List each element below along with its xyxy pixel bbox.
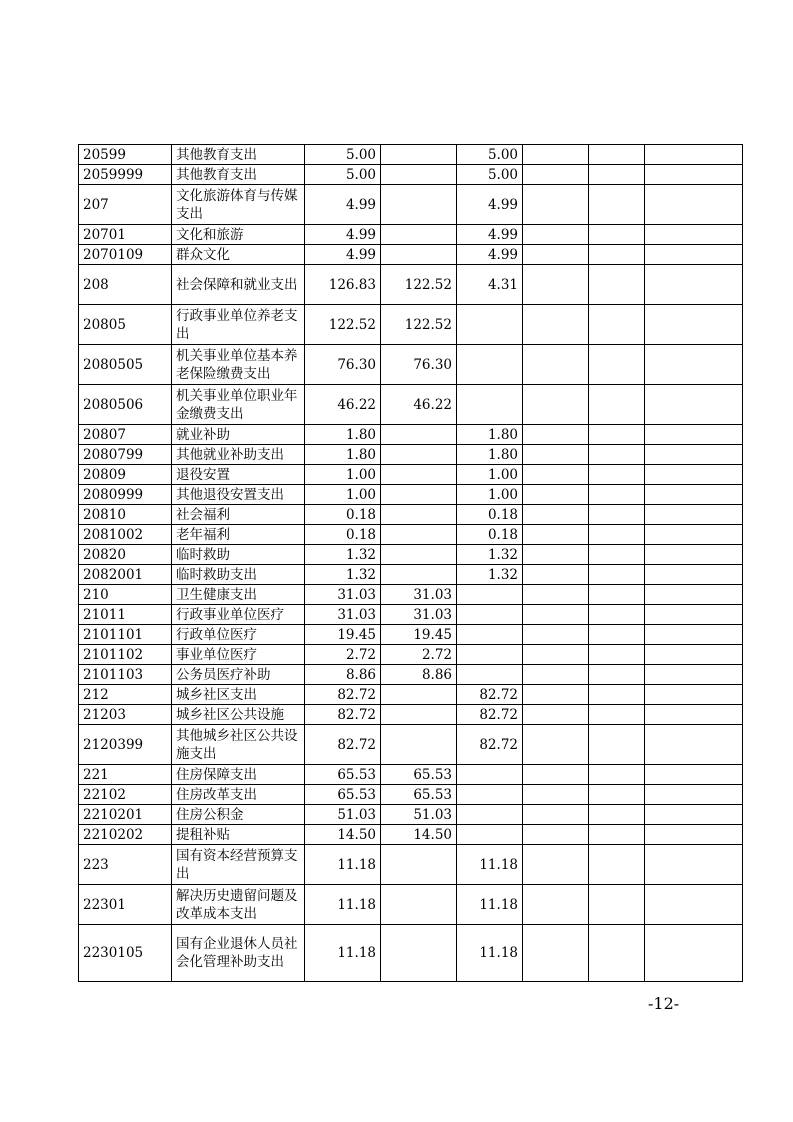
cell-empty	[523, 545, 589, 565]
cell-name: 其他城乡社区公共设施支出	[172, 725, 305, 765]
cell-basic	[381, 425, 457, 445]
cell-code: 210	[79, 585, 172, 605]
cell-empty	[645, 885, 743, 925]
cell-code: 212	[79, 685, 172, 705]
table-row	[79, 825, 743, 845]
cell-code: 2080506	[79, 385, 172, 425]
table-row	[79, 665, 743, 685]
cell-name: 就业补助	[172, 425, 305, 445]
cell-basic	[381, 485, 457, 505]
cell-empty	[523, 465, 589, 485]
cell-project	[457, 305, 523, 345]
cell-empty	[645, 245, 743, 265]
cell-project: 4.99	[457, 245, 523, 265]
cell-basic: 65.53	[381, 765, 457, 785]
cell-empty	[589, 605, 645, 625]
cell-empty	[523, 785, 589, 805]
cell-code: 221	[79, 765, 172, 785]
table-row	[79, 765, 743, 785]
cell-code: 20701	[79, 225, 172, 245]
cell-empty	[523, 445, 589, 465]
cell-empty	[645, 445, 743, 465]
cell-basic	[381, 525, 457, 545]
cell-name: 临时救助支出	[172, 565, 305, 585]
cell-empty	[645, 265, 743, 305]
cell-name: 国有资本经营预算支出	[172, 845, 305, 885]
cell-project: 11.18	[457, 925, 523, 982]
cell-name: 社会保障和就业支出	[172, 265, 305, 305]
cell-name: 其他教育支出	[172, 165, 305, 185]
cell-project: 0.18	[457, 505, 523, 525]
cell-empty	[589, 505, 645, 525]
table-row	[79, 305, 743, 345]
cell-code: 20805	[79, 305, 172, 345]
table-row	[79, 785, 743, 805]
cell-empty	[523, 625, 589, 645]
cell-empty	[523, 585, 589, 605]
cell-project	[457, 785, 523, 805]
cell-project: 4.99	[457, 185, 523, 225]
cell-empty	[589, 765, 645, 785]
cell-code: 2210202	[79, 825, 172, 845]
cell-total: 11.18	[305, 885, 381, 925]
table-row	[79, 265, 743, 305]
cell-project	[457, 665, 523, 685]
cell-empty	[645, 585, 743, 605]
cell-empty	[589, 705, 645, 725]
table-row	[79, 565, 743, 585]
cell-basic	[381, 245, 457, 265]
cell-basic: 76.30	[381, 345, 457, 385]
cell-empty	[589, 785, 645, 805]
cell-empty	[645, 765, 743, 785]
cell-basic	[381, 465, 457, 485]
table-row	[79, 465, 743, 485]
cell-empty	[589, 305, 645, 345]
cell-code: 223	[79, 845, 172, 885]
cell-empty	[589, 645, 645, 665]
cell-project: 4.99	[457, 225, 523, 245]
cell-empty	[523, 565, 589, 585]
cell-code: 207	[79, 185, 172, 225]
cell-project: 11.18	[457, 885, 523, 925]
cell-total: 4.99	[305, 185, 381, 225]
cell-empty	[589, 345, 645, 385]
cell-basic: 19.45	[381, 625, 457, 645]
cell-name: 国有企业退休人员社会化管理补助支出	[172, 925, 305, 982]
cell-total: 65.53	[305, 785, 381, 805]
cell-empty	[589, 885, 645, 925]
cell-total: 31.03	[305, 605, 381, 625]
cell-code: 2082001	[79, 565, 172, 585]
table-row	[79, 425, 743, 445]
cell-basic	[381, 725, 457, 765]
cell-project: 82.72	[457, 725, 523, 765]
cell-empty	[645, 145, 743, 165]
cell-code: 2230105	[79, 925, 172, 982]
cell-empty	[523, 685, 589, 705]
cell-empty	[523, 765, 589, 785]
cell-code: 2059999	[79, 165, 172, 185]
table-row	[79, 345, 743, 385]
cell-total: 4.99	[305, 225, 381, 245]
cell-code: 22102	[79, 785, 172, 805]
cell-total: 76.30	[305, 345, 381, 385]
cell-empty	[645, 825, 743, 845]
cell-total: 1.00	[305, 465, 381, 485]
cell-basic: 14.50	[381, 825, 457, 845]
cell-basic	[381, 225, 457, 245]
cell-project: 1.80	[457, 425, 523, 445]
cell-code: 2210201	[79, 805, 172, 825]
cell-name: 卫生健康支出	[172, 585, 305, 605]
cell-empty	[589, 265, 645, 305]
cell-empty	[523, 485, 589, 505]
cell-basic: 51.03	[381, 805, 457, 825]
cell-empty	[645, 645, 743, 665]
cell-empty	[589, 145, 645, 165]
cell-project: 4.31	[457, 265, 523, 305]
cell-basic: 31.03	[381, 585, 457, 605]
cell-empty	[645, 225, 743, 245]
cell-total: 14.50	[305, 825, 381, 845]
cell-empty	[523, 305, 589, 345]
cell-name: 住房改革支出	[172, 785, 305, 805]
cell-empty	[645, 505, 743, 525]
cell-project: 82.72	[457, 705, 523, 725]
cell-empty	[589, 625, 645, 645]
cell-basic	[381, 545, 457, 565]
cell-basic	[381, 445, 457, 465]
cell-total: 126.83	[305, 265, 381, 305]
cell-basic: 65.53	[381, 785, 457, 805]
table-row	[79, 485, 743, 505]
table-row	[79, 445, 743, 465]
cell-empty	[523, 505, 589, 525]
cell-total: 1.32	[305, 545, 381, 565]
cell-empty	[645, 605, 743, 625]
cell-name: 城乡社区支出	[172, 685, 305, 705]
cell-code: 20599	[79, 145, 172, 165]
table-row	[79, 385, 743, 425]
cell-empty	[589, 225, 645, 245]
table-row	[79, 165, 743, 185]
cell-project: 1.80	[457, 445, 523, 465]
cell-total: 5.00	[305, 165, 381, 185]
cell-project	[457, 625, 523, 645]
cell-basic: 2.72	[381, 645, 457, 665]
cell-code: 2101102	[79, 645, 172, 665]
cell-total: 5.00	[305, 145, 381, 165]
cell-basic: 46.22	[381, 385, 457, 425]
cell-name: 社会福利	[172, 505, 305, 525]
cell-empty	[589, 245, 645, 265]
cell-basic	[381, 185, 457, 225]
cell-basic: 122.52	[381, 265, 457, 305]
cell-total: 1.32	[305, 565, 381, 585]
cell-empty	[523, 525, 589, 545]
cell-empty	[645, 625, 743, 645]
cell-empty	[523, 425, 589, 445]
cell-name: 退役安置	[172, 465, 305, 485]
cell-name: 机关事业单位基本养老保险缴费支出	[172, 345, 305, 385]
table-row	[79, 725, 743, 765]
cell-name: 临时救助	[172, 545, 305, 565]
cell-name: 城乡社区公共设施	[172, 705, 305, 725]
table-row	[79, 685, 743, 705]
cell-empty	[645, 545, 743, 565]
cell-project	[457, 345, 523, 385]
cell-total: 8.86	[305, 665, 381, 685]
cell-code: 2081002	[79, 525, 172, 545]
table-row	[79, 505, 743, 525]
cell-code: 20809	[79, 465, 172, 485]
cell-empty	[589, 485, 645, 505]
cell-name: 公务员医疗补助	[172, 665, 305, 685]
table-row	[79, 525, 743, 545]
cell-total: 1.80	[305, 445, 381, 465]
cell-empty	[645, 305, 743, 345]
cell-total: 82.72	[305, 685, 381, 705]
cell-total: 11.18	[305, 925, 381, 982]
cell-total: 4.99	[305, 245, 381, 265]
cell-code: 2120399	[79, 725, 172, 765]
cell-name: 其他就业补助支出	[172, 445, 305, 465]
cell-empty	[645, 685, 743, 705]
cell-code: 20810	[79, 505, 172, 525]
cell-project	[457, 645, 523, 665]
cell-name: 提租补贴	[172, 825, 305, 845]
table-row	[79, 705, 743, 725]
cell-empty	[645, 165, 743, 185]
cell-basic	[381, 705, 457, 725]
table-row	[79, 625, 743, 645]
cell-empty	[645, 425, 743, 445]
cell-basic	[381, 165, 457, 185]
cell-empty	[645, 705, 743, 725]
cell-project	[457, 385, 523, 425]
cell-empty	[523, 845, 589, 885]
cell-empty	[589, 825, 645, 845]
table-row	[79, 605, 743, 625]
budget-table	[78, 144, 743, 982]
cell-empty	[645, 465, 743, 485]
cell-empty	[523, 665, 589, 685]
cell-project	[457, 605, 523, 625]
cell-total: 122.52	[305, 305, 381, 345]
cell-code: 20807	[79, 425, 172, 445]
cell-empty	[523, 245, 589, 265]
table-row	[79, 225, 743, 245]
cell-code: 21203	[79, 705, 172, 725]
cell-total: 31.03	[305, 585, 381, 605]
cell-name: 住房公积金	[172, 805, 305, 825]
cell-empty	[589, 425, 645, 445]
cell-empty	[589, 165, 645, 185]
table-row	[79, 585, 743, 605]
cell-project	[457, 585, 523, 605]
cell-empty	[523, 825, 589, 845]
cell-basic: 31.03	[381, 605, 457, 625]
cell-total: 46.22	[305, 385, 381, 425]
cell-project: 1.32	[457, 545, 523, 565]
cell-empty	[645, 485, 743, 505]
cell-empty	[589, 445, 645, 465]
cell-name: 行政事业单位医疗	[172, 605, 305, 625]
cell-total: 11.18	[305, 845, 381, 885]
cell-empty	[589, 685, 645, 705]
cell-empty	[645, 565, 743, 585]
table-row	[79, 545, 743, 565]
table-row	[79, 245, 743, 265]
cell-code: 22301	[79, 885, 172, 925]
cell-empty	[589, 845, 645, 885]
cell-name: 群众文化	[172, 245, 305, 265]
cell-empty	[523, 265, 589, 305]
cell-empty	[523, 225, 589, 245]
cell-empty	[645, 805, 743, 825]
cell-empty	[645, 725, 743, 765]
cell-basic	[381, 145, 457, 165]
cell-basic	[381, 685, 457, 705]
cell-total: 2.72	[305, 645, 381, 665]
cell-empty	[523, 605, 589, 625]
table-row	[79, 805, 743, 825]
cell-code: 2080999	[79, 485, 172, 505]
cell-code: 2101103	[79, 665, 172, 685]
cell-project: 1.32	[457, 565, 523, 585]
cell-name: 其他教育支出	[172, 145, 305, 165]
table-row	[79, 645, 743, 665]
cell-total: 51.03	[305, 805, 381, 825]
cell-empty	[589, 545, 645, 565]
cell-empty	[523, 705, 589, 725]
cell-total: 82.72	[305, 725, 381, 765]
cell-name: 解决历史遗留问题及改革成本支出	[172, 885, 305, 925]
cell-empty	[589, 385, 645, 425]
cell-empty	[589, 925, 645, 982]
cell-empty	[589, 585, 645, 605]
cell-basic	[381, 565, 457, 585]
cell-basic: 122.52	[381, 305, 457, 345]
cell-project: 11.18	[457, 845, 523, 885]
cell-name: 住房保障支出	[172, 765, 305, 785]
cell-code: 208	[79, 265, 172, 305]
cell-code: 2101101	[79, 625, 172, 645]
cell-empty	[589, 525, 645, 545]
cell-empty	[523, 805, 589, 825]
cell-project	[457, 765, 523, 785]
cell-name: 老年福利	[172, 525, 305, 545]
table-row	[79, 185, 743, 225]
cell-empty	[589, 565, 645, 585]
page-number: -12-	[648, 994, 680, 1013]
cell-project: 5.00	[457, 145, 523, 165]
cell-empty	[523, 725, 589, 765]
cell-total: 0.18	[305, 525, 381, 545]
cell-name: 行政单位医疗	[172, 625, 305, 645]
cell-code: 2070109	[79, 245, 172, 265]
cell-project: 1.00	[457, 485, 523, 505]
cell-code: 2080505	[79, 345, 172, 385]
cell-name: 其他退役安置支出	[172, 485, 305, 505]
cell-total: 0.18	[305, 505, 381, 525]
cell-basic	[381, 505, 457, 525]
cell-empty	[645, 185, 743, 225]
cell-total: 65.53	[305, 765, 381, 785]
cell-code: 2080799	[79, 445, 172, 465]
cell-basic	[381, 885, 457, 925]
cell-empty	[645, 845, 743, 885]
table-row	[79, 845, 743, 885]
cell-empty	[589, 805, 645, 825]
cell-code: 20820	[79, 545, 172, 565]
cell-empty	[523, 925, 589, 982]
cell-empty	[523, 165, 589, 185]
cell-empty	[523, 885, 589, 925]
cell-empty	[645, 925, 743, 982]
cell-empty	[645, 665, 743, 685]
cell-name: 行政事业单位养老支出	[172, 305, 305, 345]
cell-total: 82.72	[305, 705, 381, 725]
cell-total: 1.80	[305, 425, 381, 445]
cell-project	[457, 825, 523, 845]
cell-total: 1.00	[305, 485, 381, 505]
cell-basic	[381, 845, 457, 885]
cell-empty	[645, 345, 743, 385]
cell-project: 1.00	[457, 465, 523, 485]
cell-empty	[523, 345, 589, 385]
cell-empty	[523, 145, 589, 165]
cell-empty	[523, 385, 589, 425]
cell-empty	[523, 645, 589, 665]
cell-project	[457, 805, 523, 825]
table-row	[79, 885, 743, 925]
cell-name: 事业单位医疗	[172, 645, 305, 665]
cell-project: 0.18	[457, 525, 523, 545]
cell-empty	[589, 725, 645, 765]
cell-code: 21011	[79, 605, 172, 625]
cell-name: 机关事业单位职业年金缴费支出	[172, 385, 305, 425]
cell-name: 文化旅游体育与传媒支出	[172, 185, 305, 225]
cell-empty	[589, 665, 645, 685]
cell-empty	[589, 465, 645, 485]
cell-basic: 8.86	[381, 665, 457, 685]
cell-empty	[645, 785, 743, 805]
cell-project: 82.72	[457, 685, 523, 705]
cell-basic	[381, 925, 457, 982]
cell-empty	[645, 385, 743, 425]
cell-empty	[645, 525, 743, 545]
cell-name: 文化和旅游	[172, 225, 305, 245]
cell-total: 19.45	[305, 625, 381, 645]
cell-empty	[589, 185, 645, 225]
table-row	[79, 925, 743, 982]
table-body	[79, 145, 743, 982]
cell-project: 5.00	[457, 165, 523, 185]
table-row	[79, 145, 743, 165]
cell-empty	[523, 185, 589, 225]
